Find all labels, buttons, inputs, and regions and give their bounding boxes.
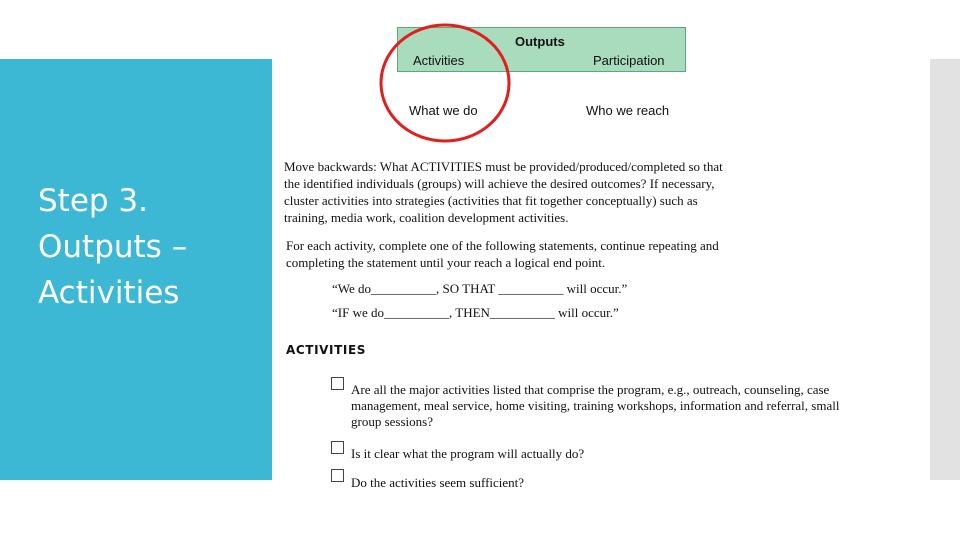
instructions-paragraph bbox=[284, 158, 804, 226]
outputs-label: Outputs bbox=[515, 34, 565, 49]
what-we-do-label: What we do bbox=[409, 103, 478, 118]
activities-heading: ACTIVITIES bbox=[286, 343, 366, 357]
checklist-line: management, meal service, home visiting, training workshops, information and referral, small bbox=[351, 398, 840, 413]
checklist-item bbox=[331, 469, 524, 491]
checkbox[interactable] bbox=[331, 377, 344, 390]
checklist-text: Is it clear what the program will actually do? bbox=[351, 446, 585, 461]
checklist-line: group sessions? bbox=[351, 414, 433, 429]
checklist-item bbox=[331, 441, 584, 462]
paragraph-line: training, media work, coalition development activities. bbox=[284, 210, 569, 225]
checklist-line: Are all the major activities listed that comprise the program, e.g., outreach, counseling, case bbox=[351, 382, 830, 397]
if-then-statement: “IF we do__________, THEN__________ will occur.” bbox=[332, 305, 619, 320]
checkbox[interactable] bbox=[331, 469, 344, 482]
slide-title bbox=[38, 178, 263, 316]
so-that-statement: “We do__________, SO THAT __________ will occur.” bbox=[332, 281, 628, 296]
paragraph-line: the identified individuals (groups) will achieve the desired outcomes? If necessary, bbox=[284, 176, 715, 191]
statement-instructions bbox=[286, 237, 806, 271]
checklist-text bbox=[351, 382, 839, 430]
paragraph-line: Move backwards: What ACTIVITIES must be provided/produced/completed so that bbox=[284, 159, 723, 174]
paragraph-line: completing the statement until your reach a logical end point. bbox=[286, 255, 606, 270]
checklist-item bbox=[331, 377, 839, 430]
highlight-circle bbox=[378, 22, 512, 144]
checkbox[interactable] bbox=[331, 441, 344, 454]
paragraph-line: cluster activities into strategies (activities that fit together conceptually) such as bbox=[284, 193, 698, 208]
title-line: Outputs – bbox=[38, 229, 188, 265]
checklist-text: Do the activities seem sufficient? bbox=[351, 475, 525, 490]
participation-label: Participation bbox=[593, 53, 665, 68]
title-line: Activities bbox=[38, 275, 180, 311]
side-strip bbox=[930, 59, 960, 480]
title-line: Step 3. bbox=[38, 183, 149, 219]
who-we-reach-label: Who we reach bbox=[586, 103, 670, 118]
activities-label: Activities bbox=[413, 53, 465, 68]
paragraph-line: For each activity, complete one of the following statements, continue repeating and bbox=[286, 238, 719, 253]
